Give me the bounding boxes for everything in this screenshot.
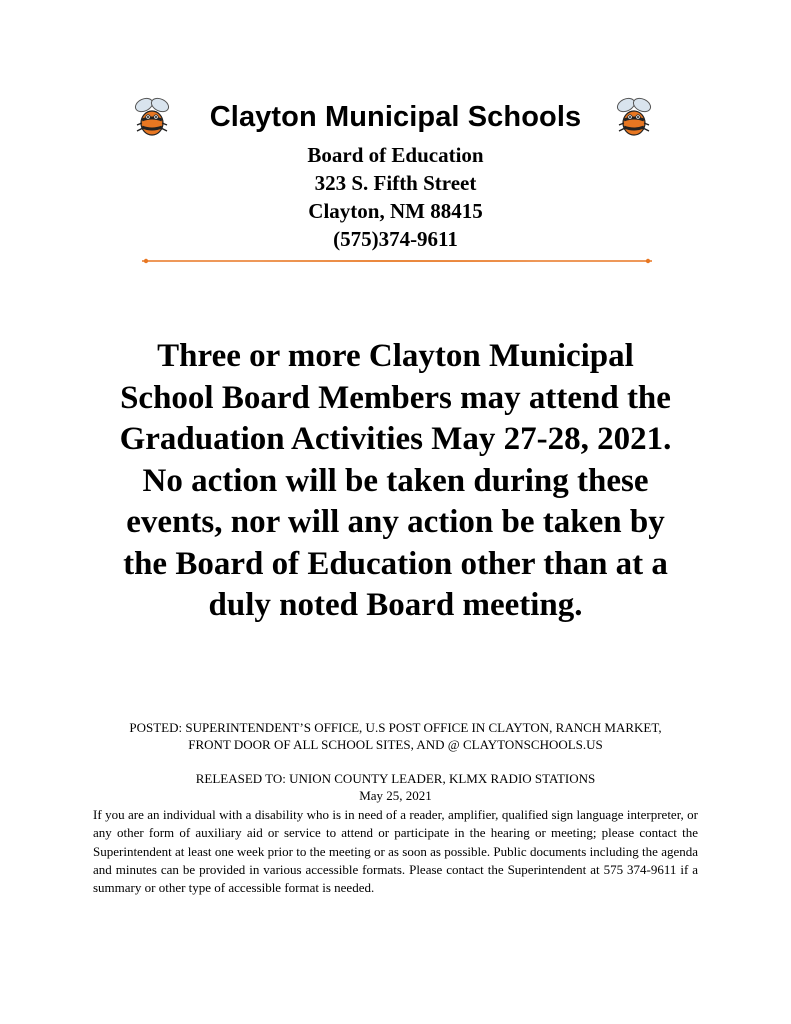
public-notice (60, 336, 731, 627)
school-district-name: Clayton Municipal Schools (209, 101, 582, 133)
notice-line: the Board of Education other than at a (123, 545, 668, 582)
board-address-block (0, 141, 791, 253)
street-address: 323 S. Fifth Street (314, 171, 477, 195)
phone-number: (575)374-9611 (333, 227, 458, 251)
posted-line: FRONT DOOR OF ALL SCHOOL SITES, AND @ CLAYTONSCHOOLS.US (188, 737, 603, 752)
notice-line: Three or more Clayton Municipal (157, 338, 634, 374)
accessibility-disclaimer: If you are an individual with a disability who is in need of a reader, amplifier, qualified sign language interpreter, or any other form of auxiliary aid or service to attend or participate in the hearing or meeting; please contact the Superintendent at least one week prior to the meeting or as soon as possible. Public documents including the agenda and minutes can be provided in various accessible formats. Please contact the Superintendent at 575 374-9611 if a summary or other type of accessible format is needed. (93, 807, 698, 896)
notice-line: No action will be taken during these (142, 462, 649, 499)
city-state-zip: Clayton, NM 88415 (308, 199, 483, 223)
released-to: RELEASED TO: UNION COUNTY LEADER, KLMX RADIO STATIONS (195, 771, 596, 786)
notice-line: duly noted Board meeting. (208, 587, 583, 623)
release-info (92, 770, 699, 804)
posted-line: POSTED: SUPERINTENDENT’S OFFICE, U.S POST OFFICE IN CLAYTON, RANCH MARKET, (129, 720, 662, 735)
hornet-mascot-icon (614, 95, 654, 139)
divider-rule (140, 256, 654, 266)
posted-locations (92, 719, 699, 753)
notice-line: events, nor will any action be taken by (126, 504, 665, 540)
release-date: May 25, 2021 (359, 788, 432, 803)
notice-line: School Board Members may attend the (120, 379, 671, 416)
notice-line: Graduation Activities May 27-28, 2021. (119, 421, 672, 457)
letterhead (0, 95, 791, 145)
board-name: Board of Education (307, 143, 484, 167)
